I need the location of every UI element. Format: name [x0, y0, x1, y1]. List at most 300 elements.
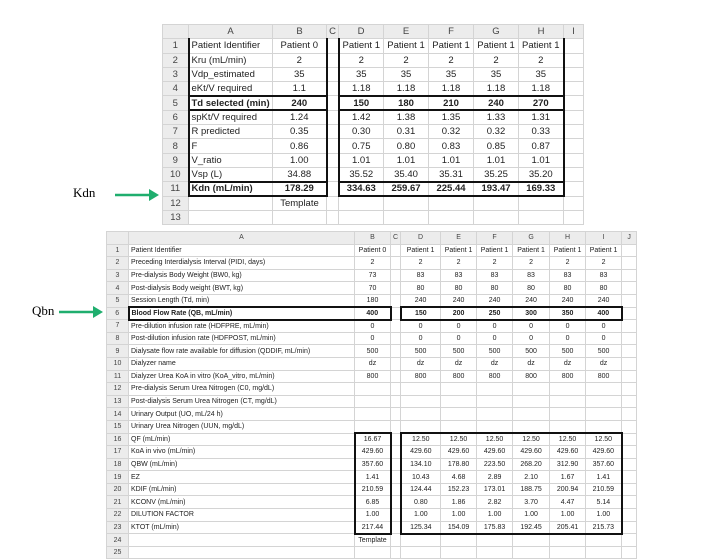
- row-number[interactable]: 11: [107, 370, 129, 383]
- row-number[interactable]: 2: [163, 53, 189, 67]
- spacer-cell[interactable]: [391, 332, 401, 345]
- value-cell[interactable]: 0: [477, 332, 513, 345]
- empty-cell[interactable]: [564, 125, 584, 139]
- value-cell[interactable]: 1.18: [519, 82, 564, 96]
- value-cell[interactable]: 124.44: [401, 483, 441, 496]
- patient0-cell[interactable]: [355, 420, 391, 433]
- value-cell[interactable]: 80: [513, 282, 550, 295]
- value-cell[interactable]: [586, 420, 622, 433]
- value-cell[interactable]: 150: [401, 307, 441, 320]
- value-cell[interactable]: 200: [441, 307, 477, 320]
- spacer-cell[interactable]: [391, 420, 401, 433]
- value-cell[interactable]: 0.83: [429, 139, 474, 153]
- value-cell[interactable]: 0: [513, 332, 550, 345]
- spacer-cell[interactable]: [391, 257, 401, 270]
- value-cell[interactable]: 800: [477, 370, 513, 383]
- value-cell[interactable]: 350: [550, 307, 586, 320]
- empty-cell[interactable]: [622, 294, 637, 307]
- value-cell[interactable]: 12.50: [441, 433, 477, 446]
- row-label-cell[interactable]: Kru (mL/min): [189, 53, 273, 67]
- value-cell[interactable]: 12.50: [401, 433, 441, 446]
- row-number[interactable]: 3: [163, 67, 189, 81]
- value-cell[interactable]: [474, 196, 519, 210]
- value-cell[interactable]: 1.00: [477, 509, 513, 522]
- value-cell[interactable]: Patient 1: [441, 244, 477, 257]
- value-cell[interactable]: 800: [550, 370, 586, 383]
- spacer-cell[interactable]: [327, 39, 339, 53]
- patient0-cell[interactable]: 429.60: [355, 446, 391, 459]
- patient0-cell[interactable]: 1.41: [355, 471, 391, 484]
- value-cell[interactable]: 800: [586, 370, 622, 383]
- patient0-cell[interactable]: Template: [355, 534, 391, 547]
- row-number[interactable]: 18: [107, 458, 129, 471]
- row-label-cell[interactable]: Post-dialysis Serum Urea Nitrogen (CT, mg/dL): [129, 395, 355, 408]
- value-cell[interactable]: 1.67: [550, 471, 586, 484]
- value-cell[interactable]: 35.31: [429, 167, 474, 181]
- patient0-cell[interactable]: 217.44: [355, 521, 391, 534]
- value-cell[interactable]: 192.45: [513, 521, 550, 534]
- patient0-cell[interactable]: [273, 210, 327, 224]
- patient0-cell[interactable]: dz: [355, 357, 391, 370]
- value-cell[interactable]: 312.90: [550, 458, 586, 471]
- spacer-cell[interactable]: [391, 521, 401, 534]
- spacer-cell[interactable]: [391, 269, 401, 282]
- row-label-cell[interactable]: R predicted: [189, 125, 273, 139]
- value-cell[interactable]: 173.01: [477, 483, 513, 496]
- empty-cell[interactable]: [622, 458, 637, 471]
- value-cell[interactable]: [401, 534, 441, 547]
- spacer-cell[interactable]: [391, 534, 401, 547]
- patient0-cell[interactable]: [355, 408, 391, 421]
- value-cell[interactable]: 4.47: [550, 496, 586, 509]
- empty-cell[interactable]: [564, 82, 584, 96]
- row-label-cell[interactable]: Vsp (L): [189, 167, 273, 181]
- value-cell[interactable]: 500: [441, 345, 477, 358]
- row-number[interactable]: 25: [107, 546, 129, 559]
- value-cell[interactable]: 1.00: [513, 509, 550, 522]
- row-label-cell[interactable]: Patient Identifier: [189, 39, 273, 53]
- row-number[interactable]: 8: [163, 139, 189, 153]
- value-cell[interactable]: [441, 534, 477, 547]
- spacer-cell[interactable]: [391, 320, 401, 333]
- value-cell[interactable]: Patient 1: [339, 39, 384, 53]
- spacer-cell[interactable]: [391, 471, 401, 484]
- row-label-cell[interactable]: Dialyzer name: [129, 357, 355, 370]
- spacer-cell[interactable]: [391, 458, 401, 471]
- value-cell[interactable]: 240: [441, 294, 477, 307]
- patient0-cell[interactable]: 70: [355, 282, 391, 295]
- value-cell[interactable]: 0: [513, 320, 550, 333]
- value-cell[interactable]: 1.31: [519, 110, 564, 124]
- value-cell[interactable]: 800: [513, 370, 550, 383]
- value-cell[interactable]: Patient 1: [519, 39, 564, 53]
- patient0-cell[interactable]: 1.00: [273, 153, 327, 167]
- value-cell[interactable]: 334.63: [339, 182, 384, 196]
- spacer-cell[interactable]: [391, 307, 401, 320]
- value-cell[interactable]: 80: [586, 282, 622, 295]
- patient0-cell[interactable]: 35: [273, 67, 327, 81]
- column-header[interactable]: B: [355, 232, 391, 245]
- spacer-cell[interactable]: [391, 509, 401, 522]
- value-cell[interactable]: 35: [519, 67, 564, 81]
- row-number[interactable]: 2: [107, 257, 129, 270]
- patient0-cell[interactable]: 0: [355, 320, 391, 333]
- value-cell[interactable]: 35: [339, 67, 384, 81]
- column-header[interactable]: B: [273, 25, 327, 39]
- empty-cell[interactable]: [622, 320, 637, 333]
- value-cell[interactable]: [513, 546, 550, 559]
- value-cell[interactable]: [441, 383, 477, 396]
- value-cell[interactable]: Patient 1: [474, 39, 519, 53]
- value-cell[interactable]: 80: [401, 282, 441, 295]
- patient0-cell[interactable]: 0.86: [273, 139, 327, 153]
- patient0-cell[interactable]: 357.60: [355, 458, 391, 471]
- value-cell[interactable]: [401, 546, 441, 559]
- column-header[interactable]: I: [564, 25, 584, 39]
- value-cell[interactable]: 169.33: [519, 182, 564, 196]
- row-number[interactable]: 7: [163, 125, 189, 139]
- value-cell[interactable]: Patient 1: [401, 244, 441, 257]
- row-number[interactable]: 1: [163, 39, 189, 53]
- value-cell[interactable]: 2.89: [477, 471, 513, 484]
- value-cell[interactable]: 1.00: [550, 509, 586, 522]
- spacer-cell[interactable]: [391, 496, 401, 509]
- row-label-cell[interactable]: Pre-dialysis Body Weight (BW0, kg): [129, 269, 355, 282]
- row-number[interactable]: 15: [107, 420, 129, 433]
- patient0-cell[interactable]: 500: [355, 345, 391, 358]
- patient0-cell[interactable]: Patient 0: [273, 39, 327, 53]
- row-number[interactable]: 16: [107, 433, 129, 446]
- value-cell[interactable]: 180: [384, 96, 429, 110]
- empty-cell[interactable]: [622, 307, 637, 320]
- empty-cell[interactable]: [622, 357, 637, 370]
- empty-cell[interactable]: [622, 345, 637, 358]
- spacer-cell[interactable]: [391, 446, 401, 459]
- spacer-cell[interactable]: [391, 483, 401, 496]
- value-cell[interactable]: 0: [550, 332, 586, 345]
- value-cell[interactable]: 270: [519, 96, 564, 110]
- value-cell[interactable]: [550, 383, 586, 396]
- value-cell[interactable]: 2: [513, 257, 550, 270]
- spacer-cell[interactable]: [391, 395, 401, 408]
- value-cell[interactable]: 0.32: [429, 125, 474, 139]
- patient0-cell[interactable]: 2: [355, 257, 391, 270]
- column-header[interactable]: A: [189, 25, 273, 39]
- row-number[interactable]: 17: [107, 446, 129, 459]
- value-cell[interactable]: 225.44: [429, 182, 474, 196]
- value-cell[interactable]: 0.75: [339, 139, 384, 153]
- value-cell[interactable]: 500: [401, 345, 441, 358]
- value-cell[interactable]: [513, 420, 550, 433]
- value-cell[interactable]: 429.60: [550, 446, 586, 459]
- value-cell[interactable]: Patient 1: [384, 39, 429, 53]
- value-cell[interactable]: 134.10: [401, 458, 441, 471]
- value-cell[interactable]: [401, 383, 441, 396]
- row-label-cell[interactable]: QF (mL/min): [129, 433, 355, 446]
- value-cell[interactable]: 12.50: [477, 433, 513, 446]
- value-cell[interactable]: 1.01: [384, 153, 429, 167]
- corner-cell[interactable]: [163, 25, 189, 39]
- value-cell[interactable]: 240: [474, 96, 519, 110]
- empty-cell[interactable]: [622, 282, 637, 295]
- value-cell[interactable]: [474, 210, 519, 224]
- value-cell[interactable]: 240: [513, 294, 550, 307]
- value-cell[interactable]: Patient 1: [477, 244, 513, 257]
- value-cell[interactable]: 35.20: [519, 167, 564, 181]
- value-cell[interactable]: 240: [477, 294, 513, 307]
- value-cell[interactable]: [477, 546, 513, 559]
- spacer-cell[interactable]: [327, 67, 339, 81]
- patient0-cell[interactable]: 34.88: [273, 167, 327, 181]
- value-cell[interactable]: 205.41: [550, 521, 586, 534]
- value-cell[interactable]: [384, 210, 429, 224]
- column-header[interactable]: J: [622, 232, 637, 245]
- patient0-cell[interactable]: 0.35: [273, 125, 327, 139]
- value-cell[interactable]: 35.52: [339, 167, 384, 181]
- row-label-cell[interactable]: Td selected (min): [189, 96, 273, 110]
- value-cell[interactable]: 83: [586, 269, 622, 282]
- value-cell[interactable]: 400: [586, 307, 622, 320]
- value-cell[interactable]: 193.47: [474, 182, 519, 196]
- empty-cell[interactable]: [622, 244, 637, 257]
- spacer-cell[interactable]: [327, 139, 339, 153]
- value-cell[interactable]: 2.82: [477, 496, 513, 509]
- row-label-cell[interactable]: KCONV (mL/min): [129, 496, 355, 509]
- value-cell[interactable]: 0: [586, 332, 622, 345]
- column-header[interactable]: D: [401, 232, 441, 245]
- value-cell[interactable]: [586, 395, 622, 408]
- value-cell[interactable]: 0.80: [384, 139, 429, 153]
- empty-cell[interactable]: [622, 483, 637, 496]
- value-cell[interactable]: 2: [384, 53, 429, 67]
- value-cell[interactable]: 125.34: [401, 521, 441, 534]
- value-cell[interactable]: dz: [586, 357, 622, 370]
- value-cell[interactable]: [513, 408, 550, 421]
- spacer-cell[interactable]: [327, 53, 339, 67]
- value-cell[interactable]: 1.00: [401, 509, 441, 522]
- spacer-cell[interactable]: [391, 546, 401, 559]
- empty-cell[interactable]: [564, 153, 584, 167]
- row-number[interactable]: 6: [163, 110, 189, 124]
- value-cell[interactable]: [550, 408, 586, 421]
- row-number[interactable]: 10: [107, 357, 129, 370]
- spacer-cell[interactable]: [327, 96, 339, 110]
- empty-cell[interactable]: [622, 257, 637, 270]
- value-cell[interactable]: 2: [519, 53, 564, 67]
- empty-cell[interactable]: [564, 210, 584, 224]
- value-cell[interactable]: 215.73: [586, 521, 622, 534]
- row-number[interactable]: 12: [107, 383, 129, 396]
- value-cell[interactable]: 2.10: [513, 471, 550, 484]
- value-cell[interactable]: [339, 196, 384, 210]
- patient0-cell[interactable]: [355, 383, 391, 396]
- column-header[interactable]: D: [339, 25, 384, 39]
- value-cell[interactable]: 80: [550, 282, 586, 295]
- row-label-cell[interactable]: Vdp_estimated: [189, 67, 273, 81]
- value-cell[interactable]: 1.35: [429, 110, 474, 124]
- row-number[interactable]: 4: [107, 282, 129, 295]
- spacer-cell[interactable]: [327, 210, 339, 224]
- row-label-cell[interactable]: KDIF (mL/min): [129, 483, 355, 496]
- value-cell[interactable]: [401, 420, 441, 433]
- value-cell[interactable]: [441, 546, 477, 559]
- empty-cell[interactable]: [622, 521, 637, 534]
- row-label-cell[interactable]: spKt/V required: [189, 110, 273, 124]
- value-cell[interactable]: 500: [477, 345, 513, 358]
- value-cell[interactable]: 800: [401, 370, 441, 383]
- empty-cell[interactable]: [622, 471, 637, 484]
- value-cell[interactable]: [441, 408, 477, 421]
- value-cell[interactable]: 429.60: [513, 446, 550, 459]
- patient0-cell[interactable]: 400: [355, 307, 391, 320]
- column-header[interactable]: F: [477, 232, 513, 245]
- value-cell[interactable]: Patient 1: [550, 244, 586, 257]
- column-header[interactable]: G: [474, 25, 519, 39]
- value-cell[interactable]: 1.01: [519, 153, 564, 167]
- value-cell[interactable]: 83: [550, 269, 586, 282]
- row-number[interactable]: 11: [163, 182, 189, 196]
- empty-cell[interactable]: [622, 408, 637, 421]
- value-cell[interactable]: [477, 534, 513, 547]
- value-cell[interactable]: 0.30: [339, 125, 384, 139]
- row-label-cell[interactable]: F: [189, 139, 273, 153]
- spacer-cell[interactable]: [327, 182, 339, 196]
- value-cell[interactable]: [339, 210, 384, 224]
- empty-cell[interactable]: [622, 370, 637, 383]
- row-label-cell[interactable]: Preceding Interdialysis Interval (PIDI, days): [129, 257, 355, 270]
- value-cell[interactable]: [401, 408, 441, 421]
- empty-cell[interactable]: [564, 196, 584, 210]
- value-cell[interactable]: 3.70: [513, 496, 550, 509]
- patient0-cell[interactable]: Template: [273, 196, 327, 210]
- empty-cell[interactable]: [622, 546, 637, 559]
- value-cell[interactable]: 154.09: [441, 521, 477, 534]
- value-cell[interactable]: 80: [477, 282, 513, 295]
- value-cell[interactable]: 259.67: [384, 182, 429, 196]
- value-cell[interactable]: 0: [441, 320, 477, 333]
- value-cell[interactable]: 1.41: [586, 471, 622, 484]
- value-cell[interactable]: dz: [550, 357, 586, 370]
- empty-cell[interactable]: [564, 139, 584, 153]
- empty-cell[interactable]: [564, 167, 584, 181]
- patient0-cell[interactable]: 0: [355, 332, 391, 345]
- value-cell[interactable]: 83: [513, 269, 550, 282]
- value-cell[interactable]: 0: [401, 332, 441, 345]
- value-cell[interactable]: [586, 546, 622, 559]
- value-cell[interactable]: 83: [401, 269, 441, 282]
- value-cell[interactable]: 268.20: [513, 458, 550, 471]
- column-header[interactable]: H: [519, 25, 564, 39]
- row-label-cell[interactable]: Patient Identifier: [129, 244, 355, 257]
- value-cell[interactable]: 0: [441, 332, 477, 345]
- empty-cell[interactable]: [622, 395, 637, 408]
- value-cell[interactable]: 4.68: [441, 471, 477, 484]
- value-cell[interactable]: 80: [441, 282, 477, 295]
- spacer-cell[interactable]: [327, 82, 339, 96]
- row-label-cell[interactable]: EZ: [129, 471, 355, 484]
- empty-cell[interactable]: [564, 110, 584, 124]
- patient0-cell[interactable]: 180: [355, 294, 391, 307]
- value-cell[interactable]: 83: [441, 269, 477, 282]
- value-cell[interactable]: 429.60: [477, 446, 513, 459]
- value-cell[interactable]: 0.31: [384, 125, 429, 139]
- row-number[interactable]: 13: [163, 210, 189, 224]
- row-number[interactable]: 5: [107, 294, 129, 307]
- spacer-cell[interactable]: [391, 244, 401, 257]
- value-cell[interactable]: [477, 420, 513, 433]
- spacer-cell[interactable]: [391, 294, 401, 307]
- value-cell[interactable]: dz: [441, 357, 477, 370]
- spacer-cell[interactable]: [327, 125, 339, 139]
- row-number[interactable]: 7: [107, 320, 129, 333]
- value-cell[interactable]: 1.38: [384, 110, 429, 124]
- spacer-cell[interactable]: [327, 167, 339, 181]
- row-label-cell[interactable]: Urinary Output (UO, mL/24 h): [129, 408, 355, 421]
- value-cell[interactable]: [550, 420, 586, 433]
- value-cell[interactable]: [441, 420, 477, 433]
- value-cell[interactable]: 2: [429, 53, 474, 67]
- column-header[interactable]: C: [327, 25, 339, 39]
- value-cell[interactable]: Patient 1: [513, 244, 550, 257]
- value-cell[interactable]: 800: [441, 370, 477, 383]
- value-cell[interactable]: 240: [401, 294, 441, 307]
- row-label-cell[interactable]: [189, 210, 273, 224]
- row-label-cell[interactable]: Pre-dilution infusion rate (HDFPRE, mL/min): [129, 320, 355, 333]
- row-number[interactable]: 19: [107, 471, 129, 484]
- empty-cell[interactable]: [622, 534, 637, 547]
- row-label-cell[interactable]: Post-dilution infusion rate (HDFPOST, mL/min): [129, 332, 355, 345]
- spacer-cell[interactable]: [391, 357, 401, 370]
- value-cell[interactable]: 0: [586, 320, 622, 333]
- row-number[interactable]: 12: [163, 196, 189, 210]
- spacer-cell[interactable]: [391, 370, 401, 383]
- patient0-cell[interactable]: Patient 0: [355, 244, 391, 257]
- row-label-cell[interactable]: Dialysate flow rate available for diffusion (QDDIF, mL/min): [129, 345, 355, 358]
- spacer-cell[interactable]: [391, 282, 401, 295]
- value-cell[interactable]: 0.33: [519, 125, 564, 139]
- row-label-cell[interactable]: DILUTION FACTOR: [129, 509, 355, 522]
- value-cell[interactable]: [586, 408, 622, 421]
- value-cell[interactable]: 500: [550, 345, 586, 358]
- row-number[interactable]: 3: [107, 269, 129, 282]
- value-cell[interactable]: 240: [586, 294, 622, 307]
- value-cell[interactable]: 1.33: [474, 110, 519, 124]
- value-cell[interactable]: Patient 1: [586, 244, 622, 257]
- patient0-cell[interactable]: [355, 546, 391, 559]
- row-number[interactable]: 13: [107, 395, 129, 408]
- value-cell[interactable]: 35: [384, 67, 429, 81]
- patient0-cell[interactable]: 178.29: [273, 182, 327, 196]
- value-cell[interactable]: 35.25: [474, 167, 519, 181]
- value-cell[interactable]: 178.80: [441, 458, 477, 471]
- value-cell[interactable]: 223.50: [477, 458, 513, 471]
- value-cell[interactable]: 1.86: [441, 496, 477, 509]
- row-label-cell[interactable]: KTOT (mL/min): [129, 521, 355, 534]
- empty-cell[interactable]: [622, 420, 637, 433]
- row-number[interactable]: 14: [107, 408, 129, 421]
- corner-cell[interactable]: [107, 232, 129, 245]
- value-cell[interactable]: 35.40: [384, 167, 429, 181]
- value-cell[interactable]: 429.60: [401, 446, 441, 459]
- empty-cell[interactable]: [622, 509, 637, 522]
- value-cell[interactable]: 83: [477, 269, 513, 282]
- empty-cell[interactable]: [564, 182, 584, 196]
- row-number[interactable]: 23: [107, 521, 129, 534]
- value-cell[interactable]: 2: [474, 53, 519, 67]
- spacer-cell[interactable]: [327, 110, 339, 124]
- value-cell[interactable]: 1.01: [429, 153, 474, 167]
- row-number[interactable]: 22: [107, 509, 129, 522]
